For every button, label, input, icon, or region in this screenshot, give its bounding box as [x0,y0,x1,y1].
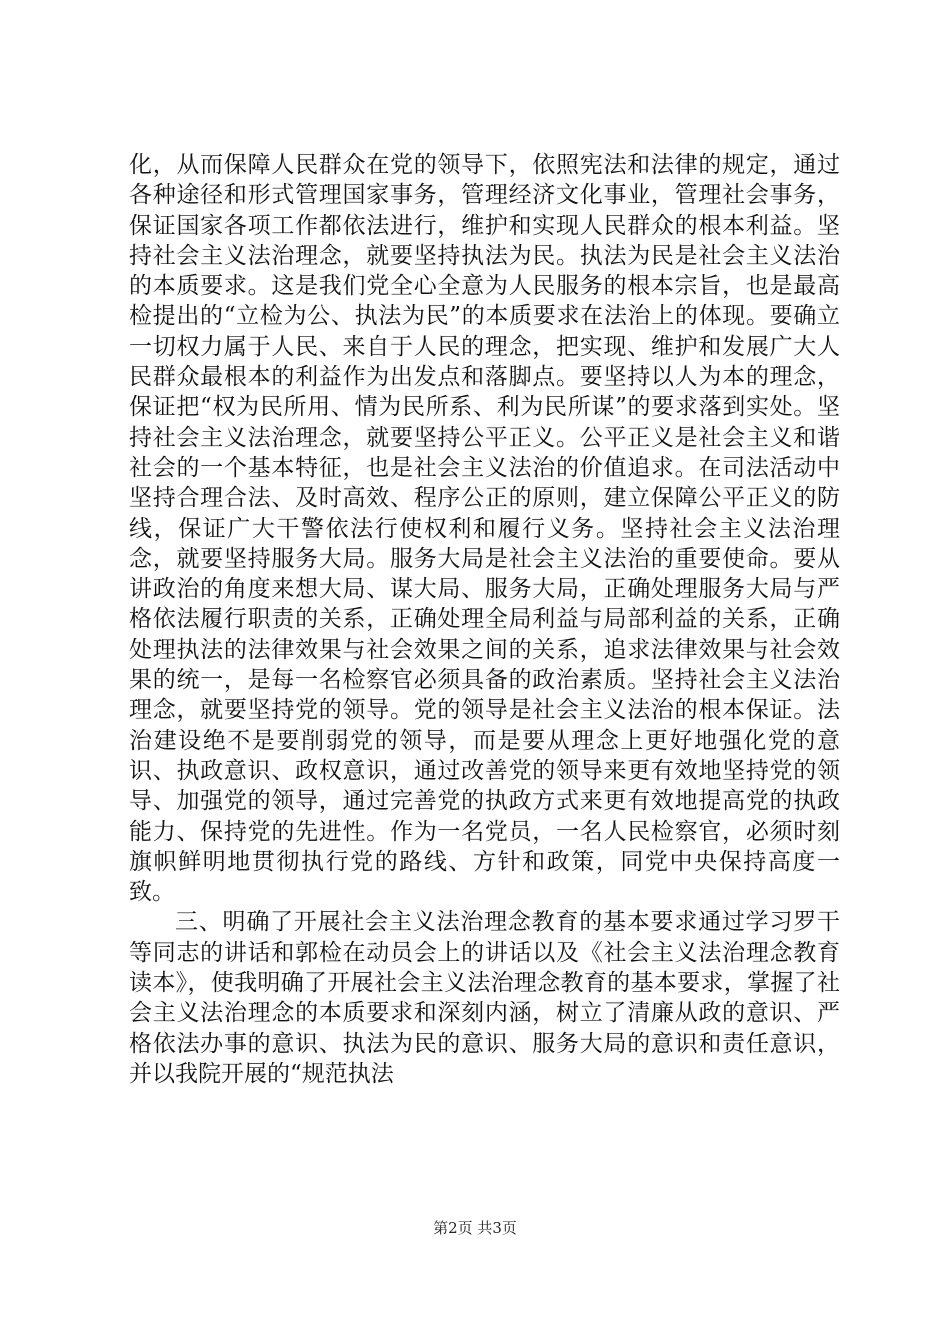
paragraph-1: 化，从而保障人民群众在党的领导下，依照宪法和法律的规定，通过各种途径和形式管理国家事务，管理经济文化事业，管理社会事务，保证国家各项工作都依法进行，维护和实现人民群众的根本利益。坚持社会主义法治理念，就要坚持执法为民。执法为民是社会主义法治的本质要求。这是我们党全心全意为人民服务的根本宗旨，也是最高检提出的“立检为公、执法为民”的本质要求在法治上的体现。要确立一切权力属于人民、来自于人民的理念，把实现、维护和发展广大人民群众最根本的利益作为出发点和落脚点。要坚持以人为本的理念，保证把“权为民所用、情为民所系、利为民所谋”的要求落到实处。坚持社会主义法治理念，就要坚持公平正义。公平正义是社会主义和谐社会的一个基本特征，也是社会主义法治的价值追求。在司法活动中坚持合理合法、及时高效、程序公正的原则，建立保障公平正义的防线，保证广大干警依法行使权利和履行义务。坚持社会主义法治理念，就要坚持服务大局。服务大局是社会主义法治的重要使命。要从讲政治的角度来想大局、谋大局、服务大局，正确处理服务大局与严格依法履行职责的关系，正确处理全局利益与局部利益的关系，正确处理执法的法律效果与社会效果之间的关系，追求法律效果与社会效果的统一，是每一名检察官必须具备的政治素质。坚持社会主义法治理念，就要坚持党的领导。党的领导是社会主义法治的根本保证。法治建设绝不是要削弱党的领导，而是要从理念上更好地强化党的意识、执政意识、政权意识，通过改善党的领导来更有效地坚持党的领导、加强党的领导，通过完善党的执政方式来更有效地提高党的执政能力、保持党的先进性。作为一名党员，一名人民检察官，必须时刻旗帜鲜明地贯彻执行党的路线、方针和政策，同党中央保持高度一致。 [129,152,840,906]
paragraph-2: 三、明确了开展社会主义法治理念教育的基本要求通过学习罗干等同志的讲话和郭检在动员会上的讲话以及《社会主义法治理念教育读本》，使我明确了开展社会主义法治理念教育的基本要求，掌握了社会主义法治理念的本质要求和深刻内涵，树立了清廉从政的意识、严格依法办事的意识、执法为民的意识、服务大局的意识和责任意识，并以我院开展的“规范执法 [129,909,840,1087]
page-footer: 第2页 共3页 [433,1219,517,1237]
document-body [129,150,840,1089]
